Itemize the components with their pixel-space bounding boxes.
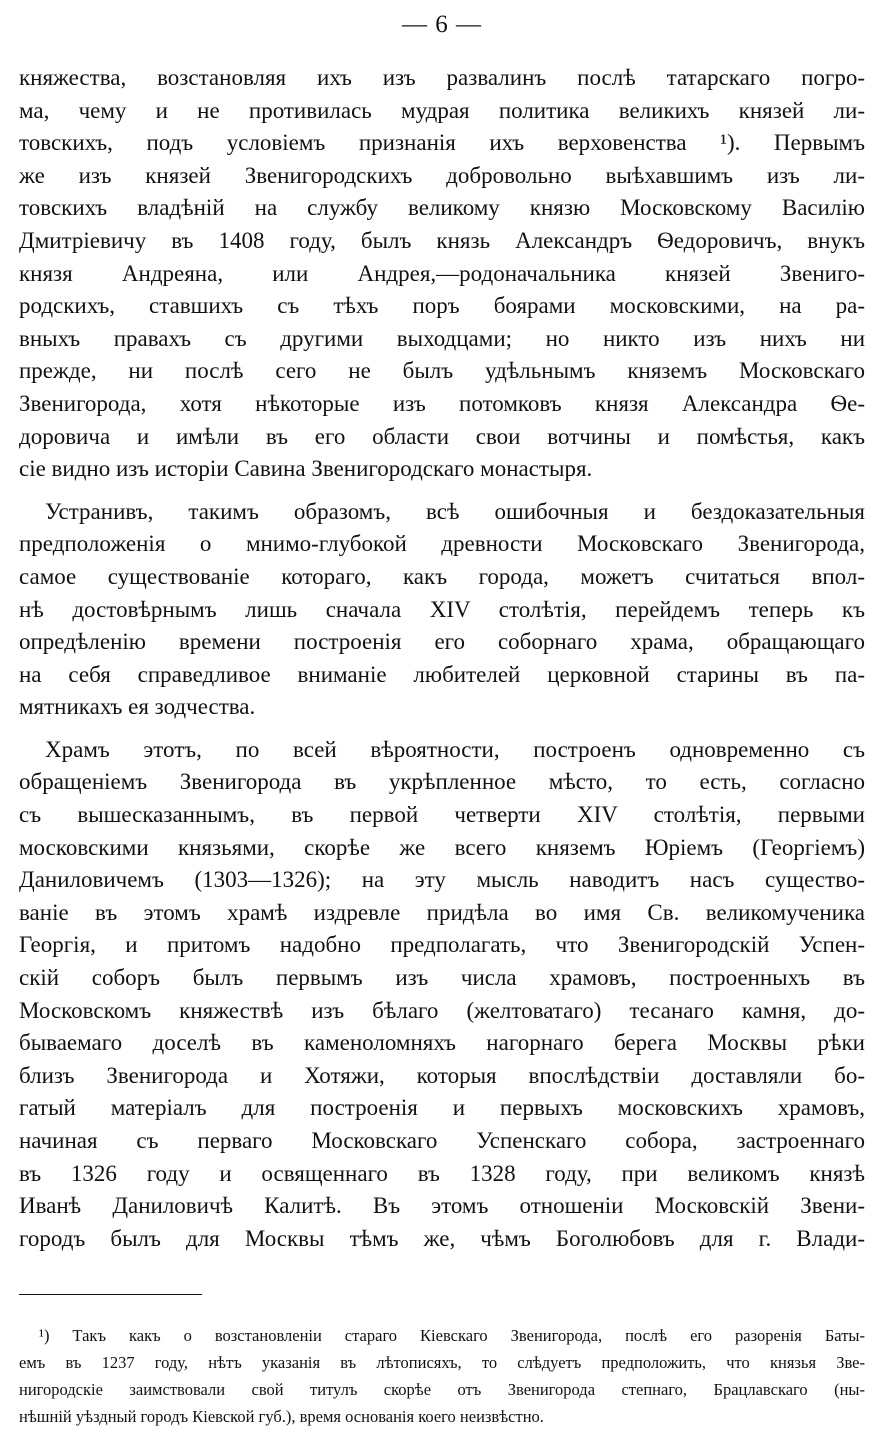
- text-line: же изъ князей Звенигородскихъ добровольно выѣхавшимъ изъ ли-: [19, 162, 865, 188]
- paragraph: [19, 496, 865, 724]
- text-line: княжества, возстановляя ихъ изъ развалинъ послѣ татарскаго погро-: [19, 65, 865, 90]
- body-text: [19, 62, 865, 1255]
- paragraph: [19, 734, 865, 1256]
- text-line: близъ Звенигорода и Хотяжи, которыя впослѣдствіи доставляли бо-: [19, 1062, 865, 1088]
- text-line: Георгія, и притомъ надобно предполагать, что Звенигородскій Успен-: [19, 932, 865, 958]
- text-line: ваніе въ этомъ храмѣ издревле придѣла во имя Св. великомученика: [19, 899, 865, 925]
- text-line: князя Андреяна, или Андрея,—родоначальника князей Звениго-: [19, 260, 865, 286]
- footnote-line: нигородскіе заимствовали свой титулъ скорѣе отъ Звенигорода степнаго, Брацлавскаго (ны-: [19, 1380, 865, 1399]
- text-line: товскихъ владѣній на службу великому князю Московскому Василію: [19, 195, 865, 221]
- text-line: гатый матеріалъ для построенія и первыхъ московскихъ храмовъ,: [19, 1095, 865, 1121]
- text-line: Устранивъ, такимъ образомъ, всѣ ошибочныя и бездоказательныя: [45, 498, 865, 524]
- text-line: Дмитріевичу въ 1408 году, былъ князь Александръ Ѳедоровичъ, внукъ: [19, 227, 865, 253]
- text-line: родскихъ, ставшихъ съ тѣхъ поръ боярами московскими, на ра-: [19, 293, 865, 319]
- text-line: обращеніемъ Звенигорода въ укрѣпленное мѣсто, то есть, согласно: [19, 769, 865, 795]
- text-line: Московскомъ княжествѣ изъ бѣлаго (желтоватаго) тесанаго камня, до-: [19, 997, 865, 1023]
- text-line: мятникахъ ея зодчества.: [19, 694, 256, 720]
- footnote-divider: [19, 1294, 202, 1295]
- text-line: Даниловичемъ (1303—1326); на эту мысль наводитъ насъ существо-: [19, 867, 865, 893]
- text-line: прежде, ни послѣ сего не былъ удѣльнымъ княземъ Московскаго: [19, 358, 865, 384]
- text-line: скій соборъ былъ первымъ изъ числа храмовъ, построенныхъ въ: [19, 965, 865, 991]
- footnote-line: нѣшній уѣздный городъ Кіевской губ.), время основанія коего неизвѣстно.: [19, 1407, 544, 1426]
- text-line: городъ былъ для Москвы тѣмъ же, чѣмъ Боголюбовъ для г. Влади-: [19, 1225, 865, 1251]
- text-line: предположенія о мнимо-глубокой древности Московскаго Звенигорода,: [19, 531, 865, 557]
- footnote-line: емъ въ 1237 году, нѣтъ указанія въ лѣтописяхъ, то слѣдуетъ предположить, что князья Зве-: [19, 1353, 865, 1372]
- text-line: ма, чему и не противилась мудрая политика великихъ князей ли-: [19, 97, 865, 123]
- text-line: вныхъ правахъ съ другими выходцами; но никто изъ нихъ ни: [19, 325, 865, 351]
- text-line: Иванѣ Даниловичѣ Калитѣ. Въ этомъ отношеніи Московскій Звени-: [19, 1193, 865, 1219]
- text-line: опредѣленію времени построенія его соборнаго храма, обращающаго: [19, 629, 865, 655]
- text-line: начиная съ перваго Московскаго Успенскаго собора, застроеннаго: [19, 1128, 865, 1153]
- paragraph: [19, 62, 865, 486]
- text-line: на себя справедливое вниманіе любителей церковной старины въ па-: [19, 661, 865, 687]
- footnote-line: ¹) Такъ какъ о возстановленіи стараго Кіевскаго Звенигорода, послѣ его разоренія Баты-: [39, 1326, 865, 1345]
- text-line: Храмъ этотъ, по всей вѣроятности, построенъ одновременно съ: [45, 736, 865, 762]
- text-line: нѣ достовѣрнымъ лишь сначала XIV столѣтія, перейдемъ теперь къ: [19, 596, 865, 622]
- page-number: — 6 —: [402, 11, 482, 38]
- text-line: Звенигорода, хотя нѣкоторые изъ потомковъ князя Александра Ѳе-: [19, 390, 865, 416]
- text-line: сіе видно изъ исторіи Савина Звенигородскаго монастыря.: [19, 456, 593, 482]
- text-line: съ вышесказаннымъ, въ первой четверти XIV столѣтія, первыми: [19, 802, 865, 828]
- text-line: товскихъ, подъ условіемъ признанія ихъ верховенства ¹). Первымъ: [19, 130, 865, 156]
- text-line: московскими князьями, скорѣе же всего княземъ Юріемъ (Георгіемъ): [19, 834, 865, 860]
- footnote: [19, 1322, 865, 1430]
- text-line: бываемаго доселѣ въ каменоломняхъ нагорнаго берега Москвы рѣки: [19, 1030, 865, 1056]
- text-line: доровича и имѣли въ его области свои вотчины и помѣстья, какъ: [19, 423, 865, 449]
- text-line: въ 1326 году и освященнаго въ 1328 году, при великомъ князѣ: [19, 1160, 865, 1186]
- text-line: самое существованіе котораго, какъ города, можетъ считаться впол-: [19, 563, 865, 589]
